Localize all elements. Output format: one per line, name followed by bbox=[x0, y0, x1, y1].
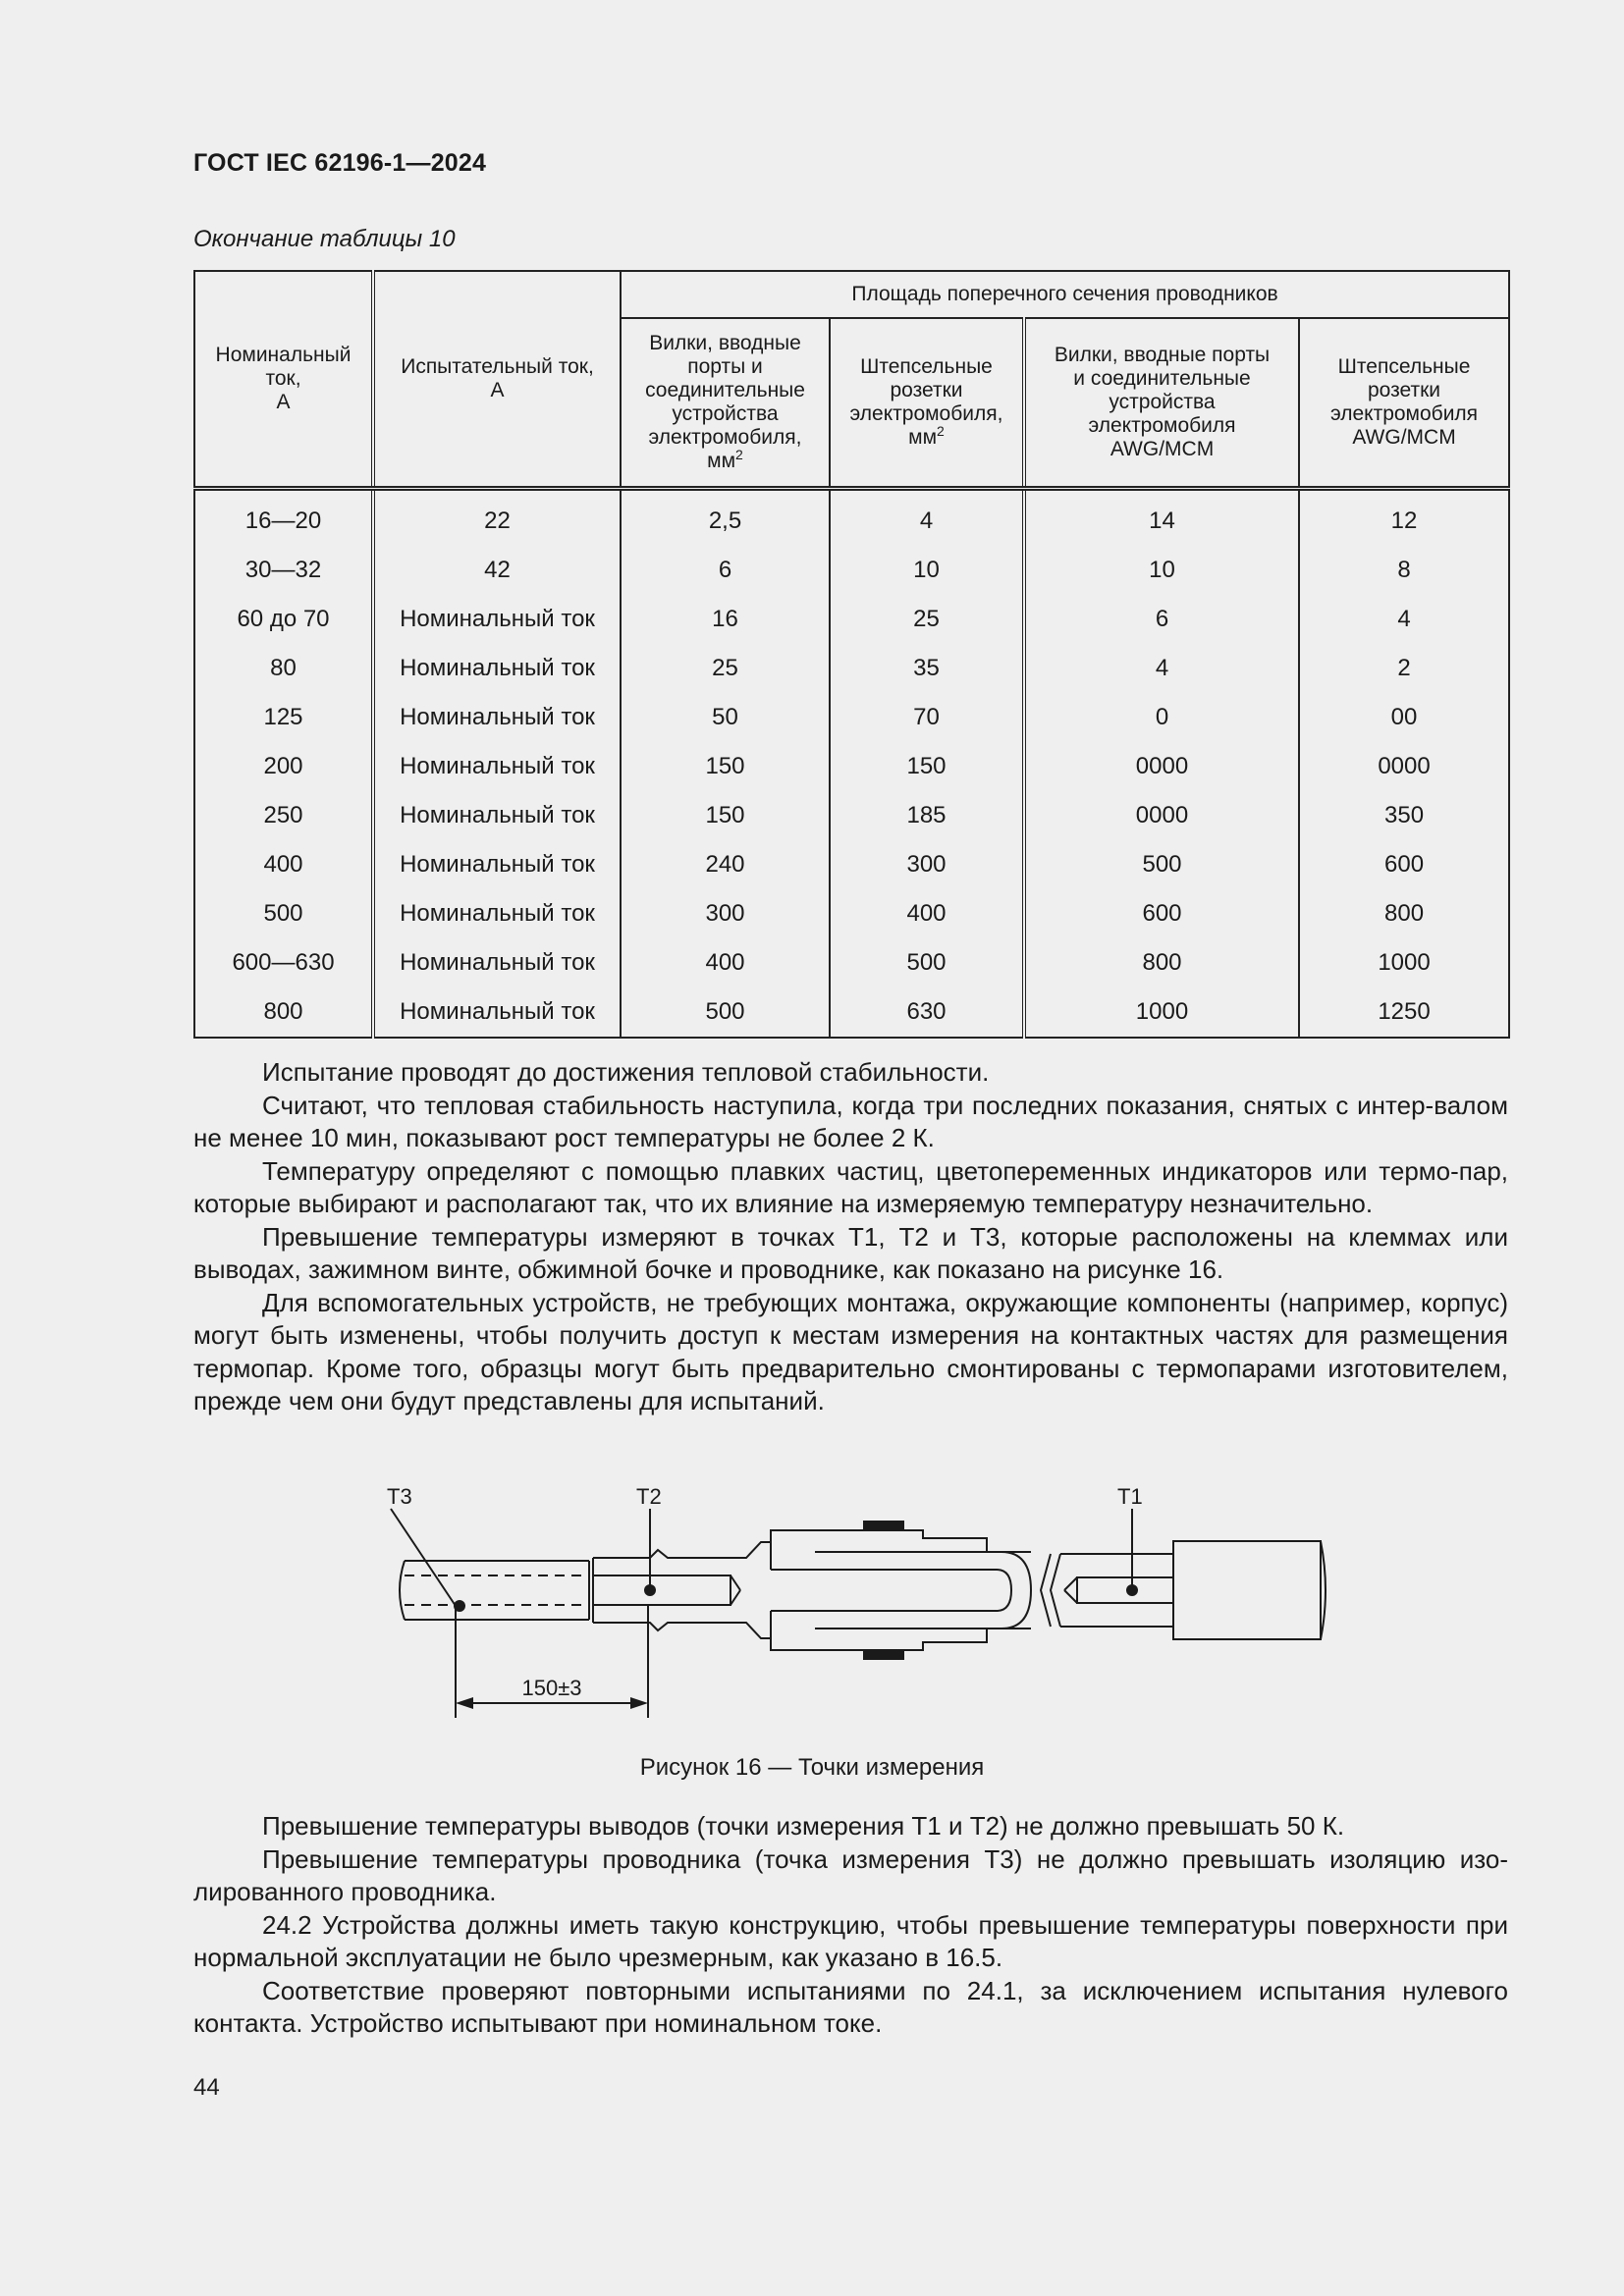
paragraph: Соответствие проверяют повторными испытаниями по 24.1, за исключением испытания нулевого контакта. Устройство испытывают при номинальном токе. bbox=[193, 1975, 1508, 2038]
header-test-current: Испытательный ток, А bbox=[373, 271, 621, 489]
table-cell: 600 bbox=[1024, 889, 1299, 938]
table-cell: 150 bbox=[621, 791, 830, 840]
table-cell: 630 bbox=[830, 988, 1024, 1038]
table-cell: 10 bbox=[830, 546, 1024, 595]
table-cell: 0 bbox=[1024, 693, 1299, 742]
table-cell: Номинальный ток bbox=[373, 644, 621, 693]
table-cell: 500 bbox=[194, 889, 373, 938]
table-cell: 800 bbox=[1024, 938, 1299, 988]
table-cell: 6 bbox=[621, 546, 830, 595]
paragraph: Превышение температуры проводника (точка измерения Т3) не должно превышать изоляцию изо-лированного проводника. bbox=[193, 1843, 1508, 1906]
table-row bbox=[194, 595, 1509, 644]
table-cell: 185 bbox=[830, 791, 1024, 840]
table-cell: 25 bbox=[830, 595, 1024, 644]
table-cell: 250 bbox=[194, 791, 373, 840]
measurement-points-figure bbox=[373, 1477, 1345, 1733]
table-cell: 500 bbox=[621, 988, 830, 1038]
table-cell: 400 bbox=[830, 889, 1024, 938]
table-caption: Окончание таблицы 10 bbox=[193, 226, 456, 252]
table-cell: 4 bbox=[1299, 595, 1509, 644]
terminal-right bbox=[1041, 1554, 1051, 1627]
header-plugs-awg: Вилки, вводные порты и соединительные устройства электромобиля AWG/MCM bbox=[1024, 318, 1299, 489]
table-cell: 25 bbox=[621, 644, 830, 693]
table-cell: Номинальный ток bbox=[373, 938, 621, 988]
table-cell: Номинальный ток bbox=[373, 988, 621, 1038]
header-cross-section-group: Площадь поперечного сечения проводников bbox=[621, 271, 1509, 318]
table-cell: 0000 bbox=[1299, 742, 1509, 791]
table-cell: 50 bbox=[621, 693, 830, 742]
dimension-label: 150±3 bbox=[521, 1676, 582, 1700]
table-cell: 350 bbox=[1299, 791, 1509, 840]
paragraph: Температуру определяют с помощью плавких частиц, цветопеременных индикаторов или термо-пар, которые выбирают и располагают так, что их влияние на измеряемую температуру незначительно. bbox=[193, 1155, 1508, 1218]
table-cell: 16 bbox=[621, 595, 830, 644]
table-cell: 30—32 bbox=[194, 546, 373, 595]
point-t2-dot bbox=[644, 1584, 656, 1596]
table-cell: 0000 bbox=[1024, 791, 1299, 840]
table-cell: 600—630 bbox=[194, 938, 373, 988]
table-cell: Номинальный ток bbox=[373, 693, 621, 742]
table-cell: 400 bbox=[621, 938, 830, 988]
point-t1-dot bbox=[1126, 1584, 1138, 1596]
table-row bbox=[194, 791, 1509, 840]
table-cell: 800 bbox=[1299, 889, 1509, 938]
table-cell: 300 bbox=[621, 889, 830, 938]
table-cell: 1250 bbox=[1299, 988, 1509, 1038]
standard-header: ГОСТ IEC 62196-1—2024 bbox=[193, 149, 487, 177]
table-cell: 200 bbox=[194, 742, 373, 791]
paragraph: 24.2 Устройства должны иметь такую конструкцию, чтобы превышение температуры поверхности при нормальной эксплуатации не было чрезмерным, как указано в 16.5. bbox=[193, 1909, 1508, 1972]
table-cell: 400 bbox=[194, 840, 373, 889]
label-t3: Т3 bbox=[387, 1484, 412, 1509]
table-cell: 125 bbox=[194, 693, 373, 742]
crimp-barrel-outline bbox=[593, 1530, 1031, 1558]
table-cell: 16—20 bbox=[194, 489, 373, 547]
table-cell: 4 bbox=[830, 489, 1024, 547]
cross-section-table bbox=[193, 270, 1510, 1039]
text-block-after-figure bbox=[193, 1810, 1508, 2041]
header-nominal-current: Номинальный ток, А bbox=[194, 271, 373, 489]
table-cell: Номинальный ток bbox=[373, 791, 621, 840]
table-cell: 35 bbox=[830, 644, 1024, 693]
text-block-before-figure bbox=[193, 1056, 1508, 1418]
table-row bbox=[194, 840, 1509, 889]
table-cell: 150 bbox=[621, 742, 830, 791]
table-row bbox=[194, 644, 1509, 693]
figure-caption: Рисунок 16 — Точки измерения bbox=[639, 1754, 985, 1781]
table-cell: 2 bbox=[1299, 644, 1509, 693]
table-cell: 300 bbox=[830, 840, 1024, 889]
table-cell: 22 bbox=[373, 489, 621, 547]
point-t3-dot bbox=[454, 1600, 465, 1612]
contact-fork bbox=[815, 1552, 1031, 1629]
paragraph: Считают, что тепловая стабильность наступила, когда три последних показания, снятых с интер-валом не менее 10 мин, показывают рост температуры не более 2 К. bbox=[193, 1090, 1508, 1152]
table-row bbox=[194, 889, 1509, 938]
table-cell: 0000 bbox=[1024, 742, 1299, 791]
table-cell: 500 bbox=[830, 938, 1024, 988]
table-cell: 42 bbox=[373, 546, 621, 595]
table-cell: 14 bbox=[1024, 489, 1299, 547]
table-cell: 00 bbox=[1299, 693, 1509, 742]
table-cell: 2,5 bbox=[621, 489, 830, 547]
table-row bbox=[194, 693, 1509, 742]
table-cell: 10 bbox=[1024, 546, 1299, 595]
paragraph: Для вспомогательных устройств, не требующих монтажа, окружающие компоненты (например, корпус) могут быть изменены, чтобы получить доступ к местам измерения на контактных частях для размещения термопар. Кроме того, образцы могут быть предварительно смонтированы с термопарами изготовителем, прежде чем они будут представлены для испытаний. bbox=[193, 1287, 1508, 1415]
table-cell: 1000 bbox=[1299, 938, 1509, 988]
table-cell: Номинальный ток bbox=[373, 840, 621, 889]
table-cell: 800 bbox=[194, 988, 373, 1038]
table-row bbox=[194, 988, 1509, 1038]
table-cell: 70 bbox=[830, 693, 1024, 742]
table-cell: 8 bbox=[1299, 546, 1509, 595]
paragraph: Испытание проводят до достижения тепловой стабильности. bbox=[262, 1057, 990, 1087]
table-cell: Номинальный ток bbox=[373, 889, 621, 938]
table-body bbox=[194, 489, 1509, 1039]
table-cell: 600 bbox=[1299, 840, 1509, 889]
paragraph: Превышение температуры выводов (точки измерения Т1 и Т2) не должно превышать 50 К. bbox=[262, 1811, 1345, 1841]
table-cell: 12 bbox=[1299, 489, 1509, 547]
table-cell: Номинальный ток bbox=[373, 595, 621, 644]
header-sockets-awg: Штепсельные розетки электромобиля AWG/MCM bbox=[1299, 318, 1509, 489]
table-row bbox=[194, 546, 1509, 595]
conductor-left bbox=[400, 1561, 405, 1620]
label-t2: Т2 bbox=[636, 1484, 662, 1509]
table-cell: 1000 bbox=[1024, 988, 1299, 1038]
table-cell: 150 bbox=[830, 742, 1024, 791]
label-t1: Т1 bbox=[1117, 1484, 1143, 1509]
table-row bbox=[194, 742, 1509, 791]
table-row bbox=[194, 489, 1509, 547]
table-cell: 6 bbox=[1024, 595, 1299, 644]
paragraph: Превышение температуры измеряют в точках Т1, Т2 и Т3, которые расположены на клеммах или выводах, зажимном винте, обжимной бочке и проводнике, как показано на рисунке 16. bbox=[193, 1221, 1508, 1284]
table-cell: 4 bbox=[1024, 644, 1299, 693]
table-row bbox=[194, 938, 1509, 988]
table-cell: 500 bbox=[1024, 840, 1299, 889]
table-cell: 60 до 70 bbox=[194, 595, 373, 644]
table-cell: 80 bbox=[194, 644, 373, 693]
table-cell: Номинальный ток bbox=[373, 742, 621, 791]
header-plugs-mm2: Вилки, вводные порты и соединительные устройства электромобиля, $мм^2$ bbox=[621, 318, 830, 489]
table-cell: 240 bbox=[621, 840, 830, 889]
header-sockets-mm2: Штепсельные розетки электромобиля, $мм^2$ bbox=[830, 318, 1024, 489]
page-number: 44 bbox=[193, 2074, 220, 2101]
